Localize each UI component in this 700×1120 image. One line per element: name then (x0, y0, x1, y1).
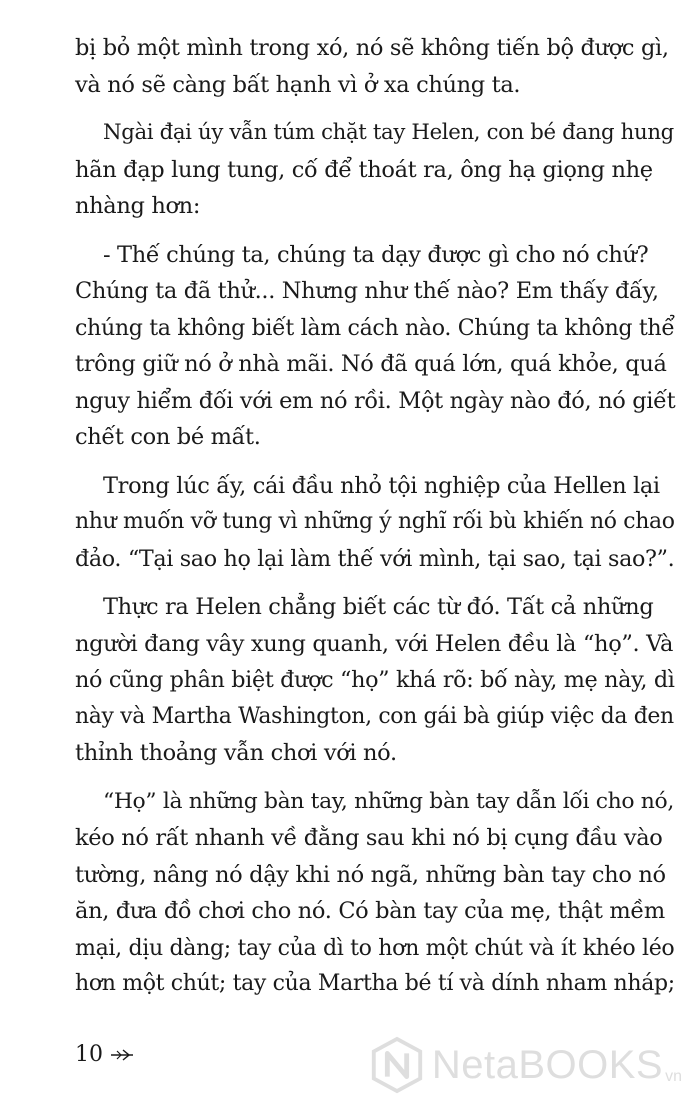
paragraph (75, 237, 675, 456)
watermark-text: NetaBOOKS (431, 1042, 664, 1087)
text-line: và nó sẽ càng bất hạnh vì ở xa chúng ta. (75, 71, 521, 98)
text-line: hơn một chút; tay của Martha bé tí và dính nham nháp; (75, 971, 675, 996)
paragraph (75, 784, 675, 1003)
text-line: Thực ra Helen chẳng biết các từ đó. Tất cả những (103, 594, 654, 620)
scissors-ornament-icon (109, 1047, 135, 1063)
text-line: Chúng ta đã thử... Nhưng như thế nào? Em thấy đấy, (75, 278, 659, 304)
text-line: hãn đạp lung tung, cố để thoát ra, ông hạ giọng nhẹ (75, 156, 653, 183)
body-text (75, 30, 675, 1015)
text-line: bị bỏ một mình trong xó, nó sẽ không tiến bộ được gì, (75, 35, 669, 61)
text-line: này và Martha Washington, con gái bà giúp việc da đen (75, 703, 674, 729)
text-line: kéo nó rất nhanh về đằng sau khi nó bị cụng đầu vào (75, 825, 663, 851)
paragraph (75, 589, 675, 772)
text-line: nhàng hơn: (75, 193, 201, 219)
text-line: nguy hiểm đối với em nó rồi. Một ngày nào đó, nó giết (75, 387, 676, 414)
paragraph (75, 115, 675, 225)
text-line: ăn, đưa đồ chơi cho nó. Có bàn tay của mẹ, thật mềm (75, 898, 665, 924)
text-line: mại, dịu dàng; tay của dì to hơn một chút và ít khéo léo (75, 934, 675, 961)
page-number: 10 (75, 1042, 103, 1067)
text-line: nó cũng phân biệt được “họ” khá rõ: bố này, mẹ này, dì (75, 667, 675, 693)
paragraph (75, 30, 675, 103)
watermark-suffix: vn (665, 1068, 682, 1085)
text-line: “Họ” là những bàn tay, những bàn tay dẫn lối cho nó, (103, 788, 674, 814)
text-line: Trong lúc ấy, cái đầu nhỏ tội nghiệp của Hellen lại (103, 472, 660, 499)
n-hexagon-logo-icon (368, 1036, 426, 1094)
text-line: đảo. “Tại sao họ lại làm thế với mình, tại sao, tại sao?”. (75, 545, 675, 572)
text-line: người đang vây xung quanh, với Helen đều là “họ”. Và (75, 630, 674, 657)
text-line: - Thế chúng ta, chúng ta dạy được gì cho nó chứ? (103, 241, 649, 268)
netabooks-watermark (368, 1030, 682, 1100)
text-line: Ngài đại úy vẫn túm chặt tay Helen, con bé đang hung (103, 120, 674, 145)
text-line: tường, nâng nó dậy khi nó ngã, những bàn tay cho nó (75, 861, 666, 888)
text-line: chúng ta không biết làm cách nào. Chúng ta không thể (75, 314, 675, 341)
page-footer (75, 1040, 135, 1070)
paragraph (75, 468, 675, 578)
text-line: chết con bé mất. (75, 424, 261, 450)
text-line: thỉnh thoảng vẫn chơi với nó. (75, 740, 397, 766)
text-line: như muốn vỡ tung vì những ý nghĩ rối bù khiến nó chao (75, 509, 675, 534)
text-line: trông giữ nó ở nhà mãi. Nó đã quá lớn, quá khỏe, quá (75, 351, 667, 377)
